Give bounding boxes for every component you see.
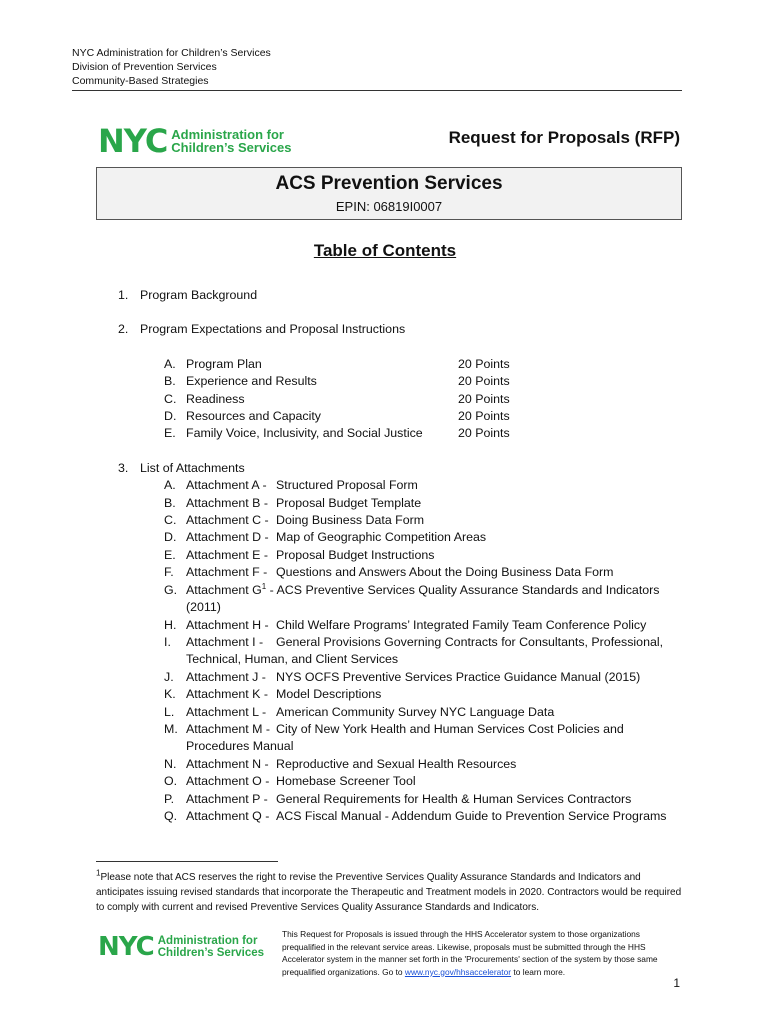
page-number: 1 bbox=[673, 976, 680, 990]
toc-heading: Table of Contents bbox=[313, 241, 457, 260]
attachment-item: D. Attachment D - Map of Geographic Competition Areas bbox=[164, 530, 487, 545]
criteria-item: C. Readiness 20 Points bbox=[164, 391, 678, 408]
hhs-accelerator-note: This Request for Proposals is issued through the HHS Accelerator system to those organizations prequalified in the relevant service areas. Likewise, proposals must be submitted through the HHS Accelerator system in the manner set forth in the 'Procurements' section of the system by those same prequalified organizations. Go to www.nyc.gov/hhsaccelerator to learn more. bbox=[282, 929, 658, 977]
hhs-accelerator-link[interactable]: www.nyc.gov/hhsaccelerator bbox=[404, 966, 512, 977]
header-unit: Community-Based Strategies bbox=[72, 75, 209, 87]
footnote-rule bbox=[96, 861, 278, 862]
attachment-list bbox=[118, 477, 678, 825]
document-header bbox=[72, 46, 271, 88]
attachment-item: E. Attachment E - Proposal Budget Instructions bbox=[164, 547, 435, 562]
epin: EPIN: 06819I0007 bbox=[335, 199, 443, 214]
attachment-item: I. Attachment I - General Provisions Governing Contracts for Consultants, Professional, Technical, Human, and Client Services bbox=[164, 634, 664, 667]
footnote-marker: 1 bbox=[261, 581, 267, 591]
toc-section: 1. Program Background bbox=[118, 288, 258, 302]
nyc-logo-mark: NYC bbox=[98, 932, 154, 962]
attachment-item: F. Attachment F - Questions and Answers About the Doing Business Data Form bbox=[164, 565, 614, 580]
attachment-item: A. Attachment A - Structured Proposal Form bbox=[164, 478, 418, 493]
rfp-heading: Request for Proposals (RFP) bbox=[448, 128, 680, 147]
table-of-contents bbox=[118, 287, 678, 825]
toc-section: 2. Program Expectations and Proposal Instructions bbox=[118, 322, 406, 337]
attachment-item: P. Attachment P - General Requirements for Health & Human Services Contractors bbox=[164, 791, 632, 806]
points: 20 Points bbox=[458, 391, 510, 406]
criteria-item: D. Resources and Capacity 20 Points bbox=[164, 408, 678, 425]
footnote: $^1$Please note that ACS reserves the right to revise the Preventive Services Quality Assurance Standards and Indicators and anticipates issuing revised standards that incorporate the Therapeutic and Treatment models in 2020. Contractors would be required to comply with current and revised Preventive Services Quality Assurance Standards and Indicators. bbox=[96, 868, 682, 913]
attachment-item: H. Attachment H - Child Welfare Programs’ Integrated Family Team Conference Policy bbox=[164, 617, 647, 632]
logo-text: Administration for Children’s Services bbox=[157, 935, 265, 959]
attachment-item: J. Attachment J - NYS OCFS Preventive Services Practice Guidance Manual (2015) bbox=[164, 669, 641, 684]
acs-logo-footer bbox=[98, 934, 264, 960]
toc-section: 3. List of Attachments bbox=[118, 460, 245, 475]
attachment-item: K. Attachment K - Model Descriptions bbox=[164, 687, 382, 702]
attachment-item: G. Attachment $G^1$ - ACS Preventive Services Quality Assurance Standards and Indicators (2011) bbox=[164, 581, 660, 615]
points: 20 Points bbox=[458, 409, 510, 424]
points: 20 Points bbox=[458, 356, 510, 371]
attachment-item: M. Attachment M - City of New York Health and Human Services Cost Policies and Procedures Manual bbox=[164, 721, 624, 754]
criteria-list bbox=[118, 356, 678, 443]
criteria-item: E. Family Voice, Inclusivity, and Social Justice 20 Points bbox=[164, 425, 678, 442]
header-rule bbox=[72, 90, 682, 91]
attachment-item: L. Attachment L - American Community Survey NYC Language Data bbox=[164, 704, 555, 719]
logo-text: Administration for Children’s Services bbox=[171, 127, 292, 155]
nyc-logo-mark: NYC bbox=[98, 122, 168, 160]
document-title: ACS Prevention Services bbox=[275, 173, 503, 194]
criteria-item: B. Experience and Results 20 Points bbox=[164, 373, 678, 390]
header-division: Division of Prevention Services bbox=[72, 61, 217, 73]
title-box bbox=[96, 167, 682, 220]
points: 20 Points bbox=[458, 426, 510, 441]
criteria-item: A. Program Plan 20 Points bbox=[164, 356, 678, 373]
attachment-item: C. Attachment C - Doing Business Data Form bbox=[164, 513, 425, 528]
attachment-item: Q. Attachment Q - ACS Fiscal Manual - Addendum Guide to Prevention Service Programs bbox=[164, 808, 667, 823]
acs-logo bbox=[98, 122, 292, 160]
header-agency: NYC Administration for Children’s Services bbox=[72, 47, 271, 59]
attachment-item: N. Attachment N - Reproductive and Sexual Health Resources bbox=[164, 756, 517, 771]
attachment-item: B. Attachment B - Proposal Budget Template bbox=[164, 495, 422, 510]
points: 20 Points bbox=[458, 374, 510, 389]
attachment-item: O. Attachment O - Homebase Screener Tool bbox=[164, 774, 416, 789]
